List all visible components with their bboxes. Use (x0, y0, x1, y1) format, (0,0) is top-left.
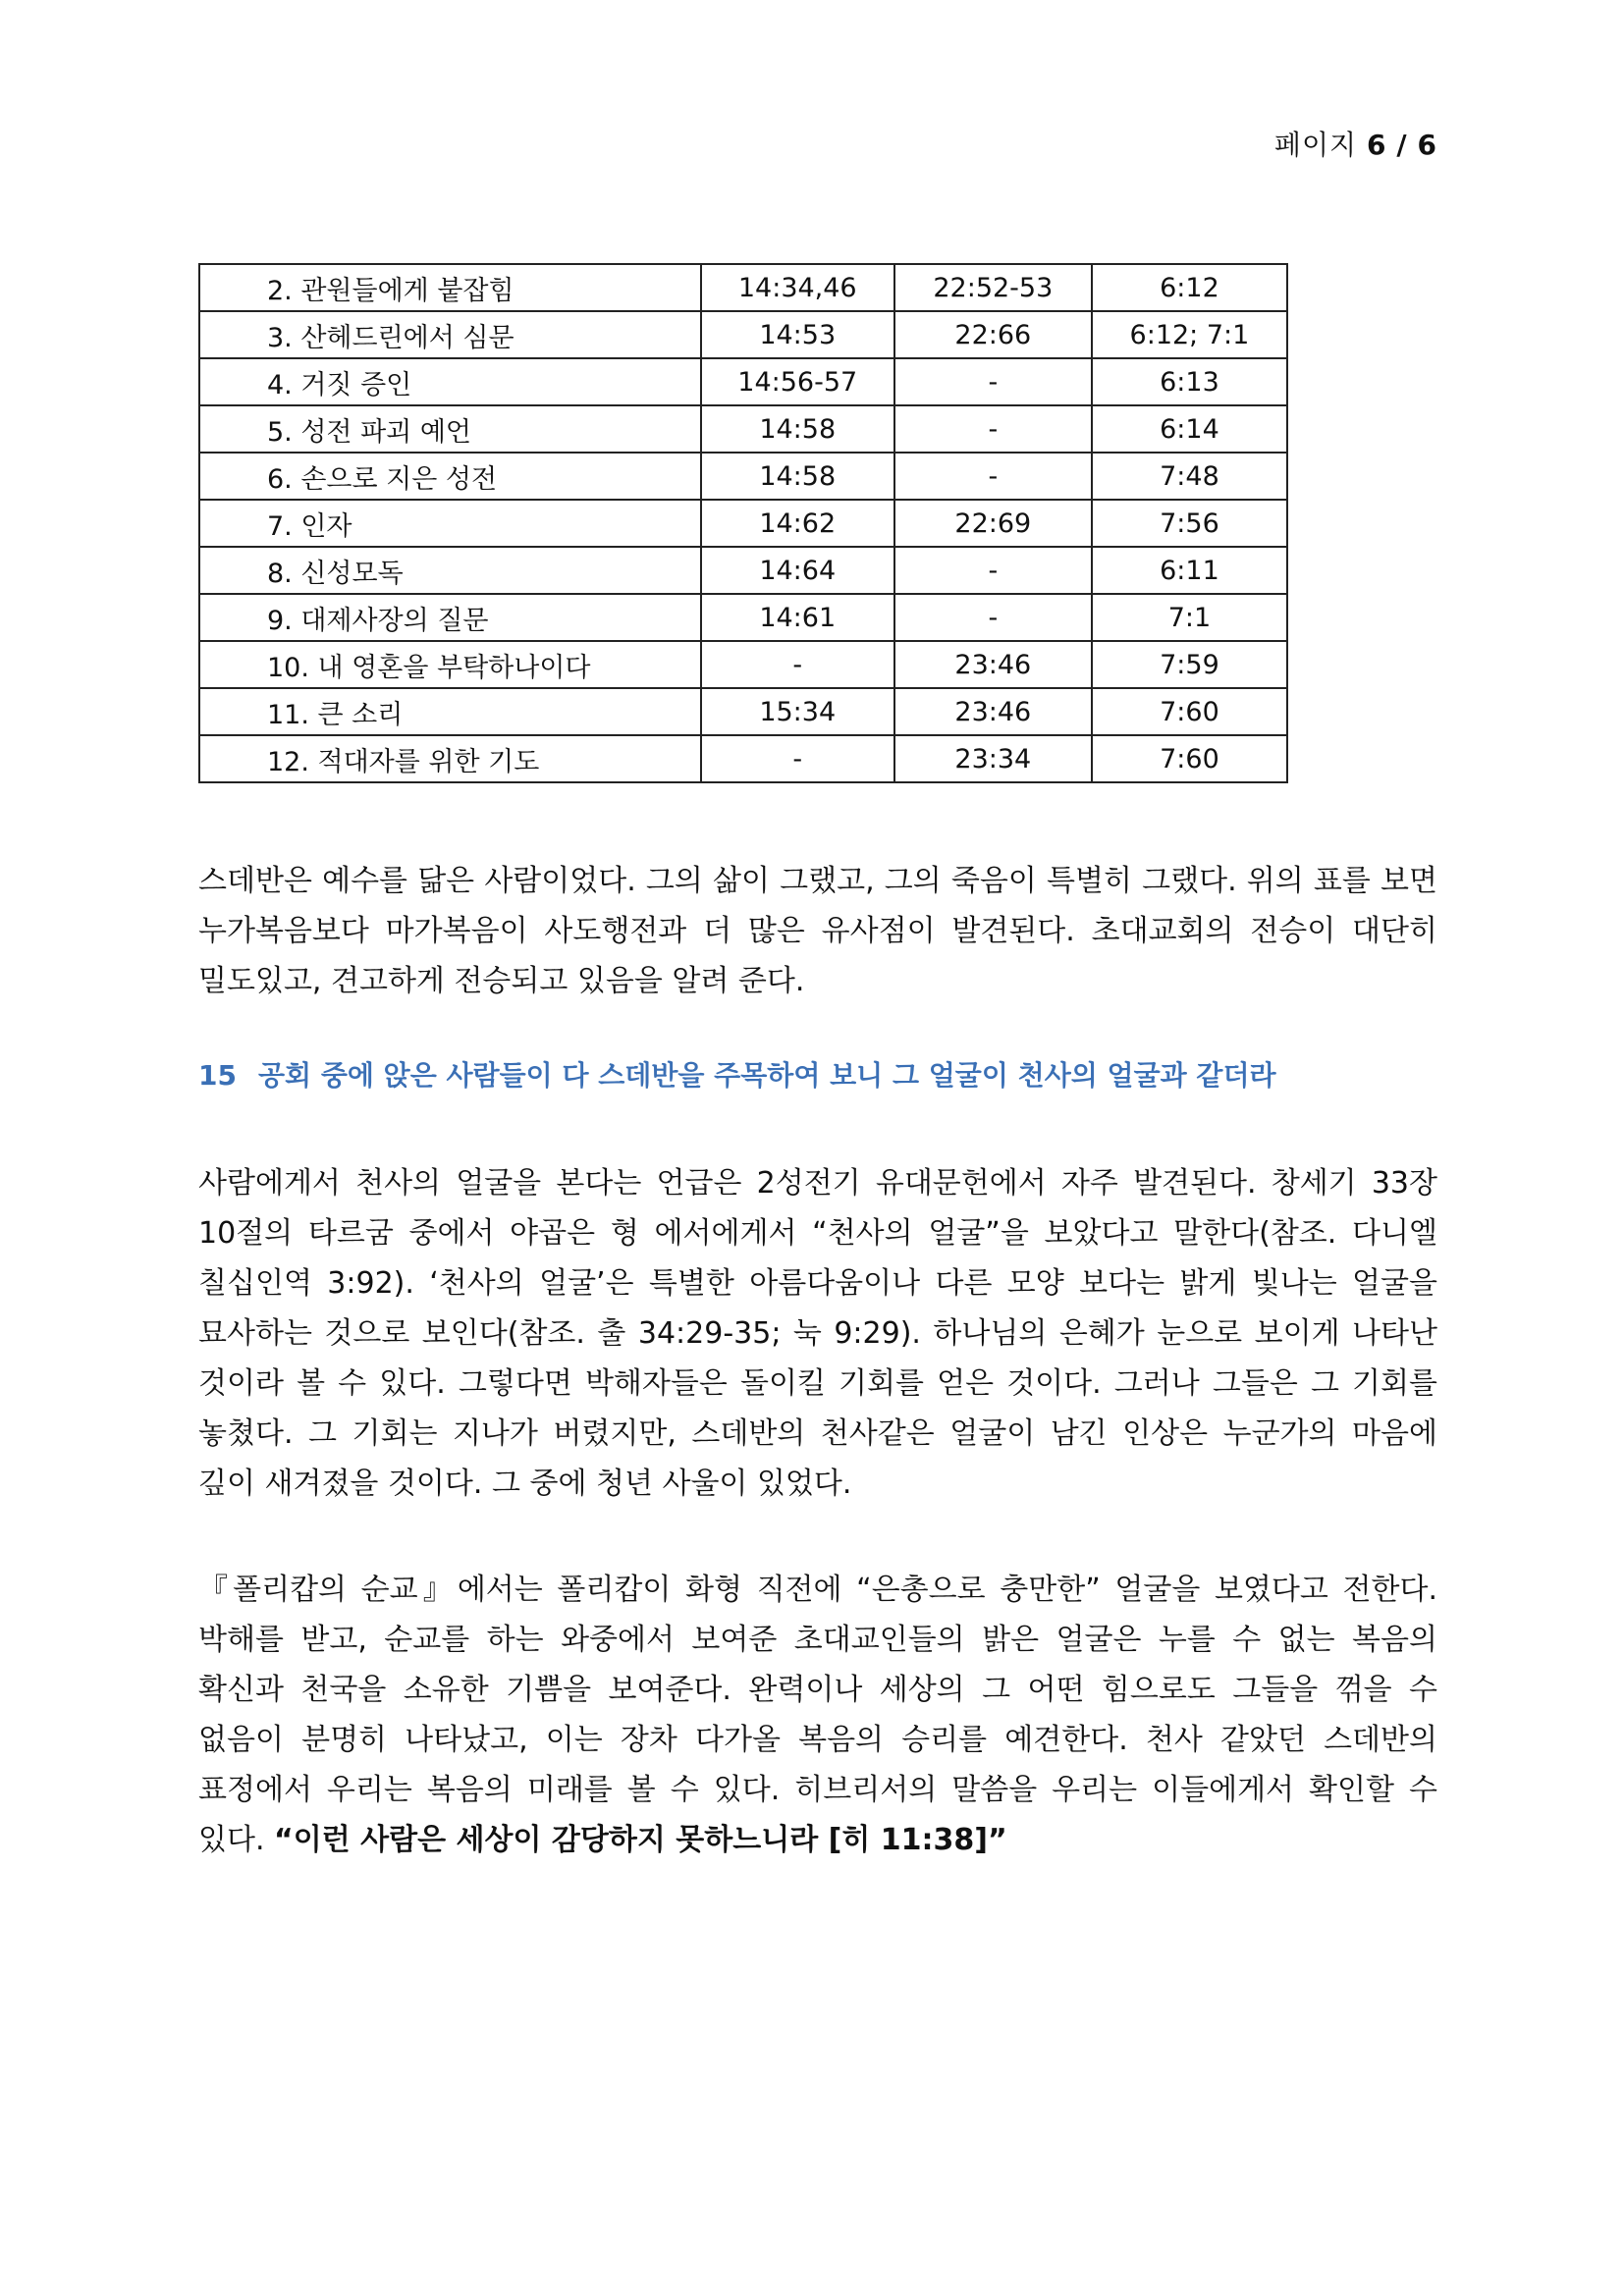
verse-text: 공회 중에 앉은 사람들이 다 스데반을 주목하여 보니 그 얼굴이 천사의 얼굴과 같더라 (257, 1059, 1276, 1092)
acts-ref-cell: 7:60 (1092, 688, 1287, 735)
row-item-cell: 4. 거짓 증인 (199, 358, 701, 405)
paragraph-stephen-like-jesus: 스데반은 예수를 닮은 사람이었다. 그의 삶이 그랬고, 그의 죽음이 특별히 그랬다. 위의 표를 보면 누가복음보다 마가복음이 사도행전과 더 많은 유사점이 발견된다. 초대교회의 전승이 대단히 밀도있고, 견고하게 전승되고 있음을 알려 준다. (198, 864, 1437, 998)
acts-ref-cell: 6:12; 7:1 (1092, 311, 1287, 358)
row-item-cell: 5. 성전 파괴 예언 (199, 405, 701, 453)
current-page: 6 (1366, 129, 1387, 161)
luke-ref-cell: - (894, 405, 1092, 453)
mark-ref-cell: - (701, 641, 894, 688)
acts-ref-cell: 6:12 (1092, 264, 1287, 311)
table-row (199, 735, 1287, 782)
acts-ref-cell: 6:13 (1092, 358, 1287, 405)
acts-ref-cell: 7:1 (1092, 594, 1287, 641)
luke-ref-cell: - (894, 453, 1092, 500)
luke-ref-cell: - (894, 358, 1092, 405)
total-pages: 6 (1417, 129, 1437, 161)
acts-ref-cell: 7:56 (1092, 500, 1287, 547)
acts-ref-cell: 6:11 (1092, 547, 1287, 594)
row-item-cell: 11. 큰 소리 (199, 688, 701, 735)
acts-ref-cell: 6:14 (1092, 405, 1287, 453)
luke-ref-cell: 23:46 (894, 641, 1092, 688)
row-item-cell: 7. 인자 (199, 500, 701, 547)
table-row (199, 500, 1287, 547)
row-item-cell: 10. 내 영혼을 부탁하나이다 (199, 641, 701, 688)
table-row (199, 688, 1287, 735)
table-row (199, 405, 1287, 453)
verse-number: 15 (198, 1059, 237, 1092)
mark-ref-cell: 14:53 (701, 311, 894, 358)
mark-ref-cell: 14:34,46 (701, 264, 894, 311)
table-row (199, 311, 1287, 358)
mark-ref-cell: 14:58 (701, 453, 894, 500)
row-item-cell: 8. 신성모독 (199, 547, 701, 594)
row-item-cell: 3. 산헤드린에서 심문 (199, 311, 701, 358)
mark-ref-cell: 14:58 (701, 405, 894, 453)
row-item-cell: 2. 관원들에게 붙잡힘 (199, 264, 701, 311)
table-row (199, 453, 1287, 500)
mark-ref-cell: 14:61 (701, 594, 894, 641)
paragraph-angel-face: 사람에게서 천사의 얼굴을 본다는 언급은 2성전기 유대문헌에서 자주 발견된다. 창세기 33장 10절의 타르굼 중에서 야곱은 형 에서에게서 “천사의 얼굴”을 보았다고 말한다(참조. 다니엘 칠십인역 3:92). ‘천사의 얼굴’은 특별한 아름다움이나 다른 모양 보다는 밝게 빛나는 얼굴을 묘사하는 것으로 보인다(참조. 출 34:29-35; 눅 9:29). 하나님의 은혜가 눈으로 보이게 나타난 것이라 볼 수 있다. 그렇다면 박해자들은 돌이킬 기회를 얻은 것이다. 그러나 그들은 그 기회를 놓쳤다. 그 기회는 지나가 버렸지만, 스데반의 천사같은 얼굴이 남긴 인상은 누군가의 마음에 깊이 새겨졌을 것이다. 그 중에 청년 사울이 있었다. (198, 1166, 1437, 1501)
acts-ref-cell: 7:59 (1092, 641, 1287, 688)
comparison-table-body (199, 264, 1287, 782)
table-row (199, 641, 1287, 688)
luke-ref-cell: 22:66 (894, 311, 1092, 358)
paragraph-polycarp-text: 『폴리캅의 순교』에서는 폴리캅이 화형 직전에 “은총으로 충만한” 얼굴을 보였다고 전한다. 박해를 받고, 순교를 하는 와중에서 보여준 초대교인들의 밝은 얼굴은 누를 수 없는 복음의 확신과 천국을 소유한 기쁨을 보여준다. 완력이나 세상의 그 어떤 힘으로도 그들을 꺾을 수 없음이 분명히 나타났고, 이는 장차 다가올 복음의 승리를 예견한다. 천사 같았던 스데반의 표정에서 우리는 복음의 미래를 볼 수 있다. 히브리서의 말씀을 우리는 이들에게서 확인할 수 있다. (198, 1573, 1437, 1857)
luke-ref-cell: 23:46 (894, 688, 1092, 735)
page-number (1274, 124, 1437, 163)
table-row (199, 594, 1287, 641)
acts-ref-cell: 7:60 (1092, 735, 1287, 782)
mark-ref-cell: 14:62 (701, 500, 894, 547)
row-item-cell: 6. 손으로 지은 성전 (199, 453, 701, 500)
luke-ref-cell: 22:52-53 (894, 264, 1092, 311)
page-label: 페이지 (1273, 129, 1358, 161)
paragraph-polycarp (198, 1565, 1437, 1865)
luke-ref-cell: 22:69 (894, 500, 1092, 547)
mark-ref-cell: 14:64 (701, 547, 894, 594)
luke-ref-cell: - (894, 594, 1092, 641)
luke-ref-cell: - (894, 547, 1092, 594)
table-row (199, 547, 1287, 594)
luke-ref-cell: 23:34 (894, 735, 1092, 782)
hebrews-quote: “이런 사람은 세상이 감당하지 못하느니라 [히 11:38]” (274, 1823, 1007, 1857)
page-separator: / (1396, 129, 1408, 161)
mark-ref-cell: 14:56-57 (701, 358, 894, 405)
verse-heading (198, 1054, 1455, 1094)
mark-ref-cell: - (701, 735, 894, 782)
row-item-cell: 9. 대제사장의 질문 (199, 594, 701, 641)
row-item-cell: 12. 적대자를 위한 기도 (199, 735, 701, 782)
table-row (199, 264, 1287, 311)
acts-ref-cell: 7:48 (1092, 453, 1287, 500)
comparison-table (198, 263, 1288, 783)
table-row (199, 358, 1287, 405)
mark-ref-cell: 15:34 (701, 688, 894, 735)
